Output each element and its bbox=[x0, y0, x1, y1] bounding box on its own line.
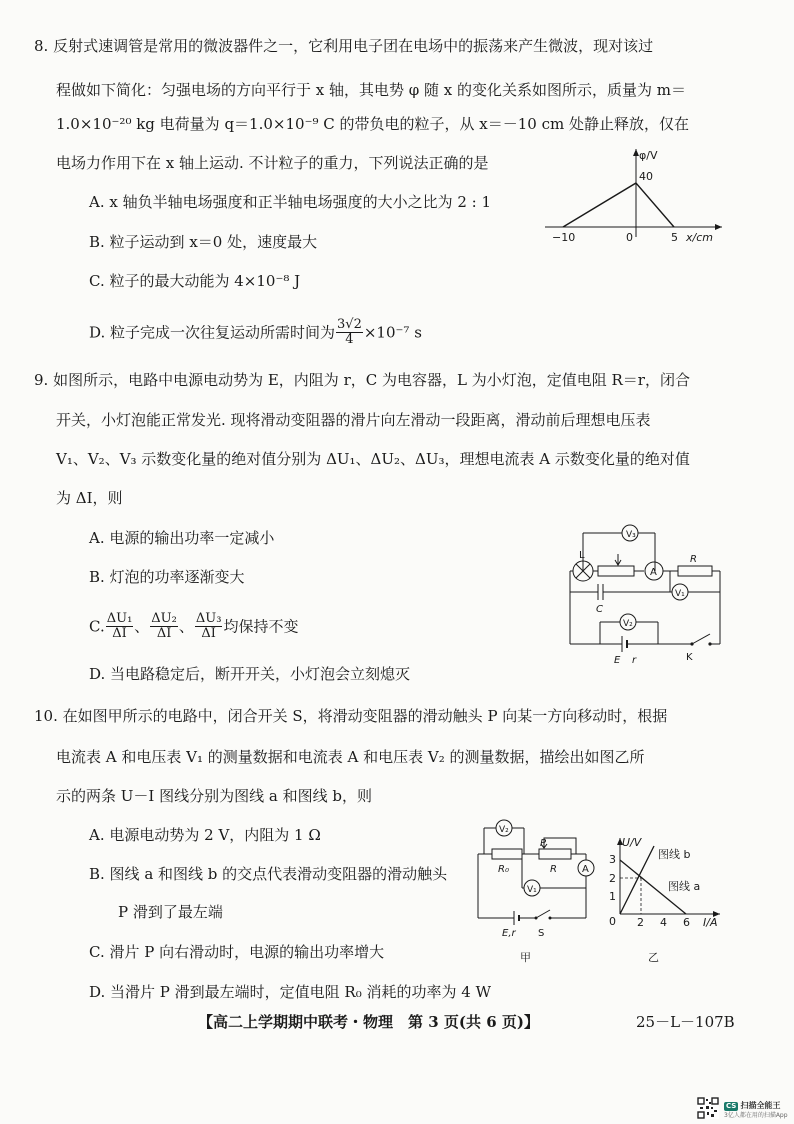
q8-line-1: 8. 反射式速调管是常用的微波器件之一，它利用电子团在电场中的振荡来产生微波，现对该过 bbox=[34, 37, 654, 55]
q8-graph-peak-label: 40 bbox=[639, 170, 653, 183]
q8-d-suffix: ×10⁻⁷ s bbox=[363, 323, 422, 342]
q8-line-4: 电场力作用下在 x 轴上运动. 不计粒子的重力，下列说法正确的是 bbox=[56, 154, 489, 172]
q9-r-internal-label: r bbox=[632, 655, 637, 666]
q9-option-b: B. 灯泡的功率逐渐变大 bbox=[89, 568, 245, 586]
q8-d-numerator: 3√2 bbox=[337, 317, 362, 332]
q8-graph-ylabel: φ/V bbox=[639, 149, 658, 162]
q9-c-label: C bbox=[596, 604, 603, 615]
q9-v3-label: V₃ bbox=[626, 530, 636, 540]
q9-switch-k bbox=[692, 634, 710, 644]
scanner-brand: 扫描全能王 bbox=[740, 1101, 781, 1110]
q10-option-d: D. 当滑片 P 滑到最左端时，定值电阻 R₀ 消耗的功率为 4 W bbox=[89, 983, 491, 1001]
q8-d-fraction bbox=[336, 318, 363, 347]
q10-option-b-1: B. 图线 a 和图线 b 的交点代表滑动变阻器的滑动触头 bbox=[89, 865, 448, 883]
q9-line-2: 开关，小灯泡能正常发光. 现将滑动变阻器的滑片向左滑动一段距离，滑动前后理想电压表 bbox=[56, 411, 651, 429]
q8-option-c: C. 粒子的最大动能为 4×10⁻⁸ J bbox=[89, 272, 301, 290]
q10-rheostat-r bbox=[539, 849, 571, 859]
q10-a-label: A bbox=[582, 864, 589, 875]
q9-resistor-r bbox=[678, 566, 712, 576]
q10-graph-y2: 2 bbox=[609, 872, 616, 885]
q10-graph-y1: 1 bbox=[609, 890, 616, 903]
q10-graph-xlabel: I/A bbox=[703, 916, 718, 929]
q10-graph-label-a: 图线 a bbox=[668, 880, 701, 893]
q10-line-2: 电流表 A 和电压表 V₁ 的测量数据和电流表 A 和电压表 V₂ 的测量数据，描绘出如图乙所 bbox=[56, 748, 645, 766]
q9-c-fraction-1 bbox=[106, 612, 134, 641]
q9-c-sep-1: 、 bbox=[134, 617, 150, 636]
q8-graph-xpos-label: 5 bbox=[671, 231, 678, 244]
q9-line-1: 9. 如图所示，电路中电源电动势为 E，内阻为 r，C 为电容器，L 为小灯泡，定值电阻 R＝r，闭合 bbox=[34, 371, 690, 389]
q9-c-prefix: C. bbox=[89, 617, 105, 636]
q10-er-label: E,r bbox=[502, 928, 516, 939]
q10-caption-jia: 甲 bbox=[520, 951, 531, 964]
q10-p-label: P bbox=[540, 838, 547, 849]
q8-graph-origin-label: 0 bbox=[626, 231, 633, 244]
scanner-badge bbox=[724, 1101, 788, 1120]
page-footer: 【高二上学期期中联考・物理 第 3 页(共 6 页)】 bbox=[198, 1013, 539, 1031]
q10-line-1: 10. 在如图甲所示的电路中，闭合开关 S，将滑动变阻器的滑动触头 P 向某一方向移动时，根据 bbox=[34, 707, 668, 725]
q9-v1-label: V₁ bbox=[675, 589, 685, 599]
q9-c-fraction-3 bbox=[195, 612, 223, 641]
q9-r-label: R bbox=[690, 554, 697, 565]
q10-caption-yi: 乙 bbox=[648, 951, 659, 964]
q10-graph-line-b bbox=[620, 846, 654, 914]
q10-option-c: C. 滑片 P 向右滑动时，电源的输出功率增大 bbox=[89, 943, 385, 961]
q10-circuit-diagram bbox=[474, 818, 604, 968]
q10-graph-label-b: 图线 b bbox=[658, 848, 691, 861]
page-code: 25－L－107B bbox=[636, 1013, 735, 1031]
q8-potential-line bbox=[563, 183, 674, 227]
q10-graph-ylabel: U/V bbox=[622, 836, 642, 849]
q9-line-3: V₁、V₂、V₃ 示数变化量的绝对值分别为 ΔU₁、ΔU₂、ΔU₃，理想电流表 A 示数变化量的绝对值 bbox=[56, 450, 690, 468]
q10-graph-y3: 3 bbox=[609, 853, 616, 866]
q8-option-b: B. 粒子运动到 x＝0 处，速度最大 bbox=[89, 233, 318, 251]
q10-r-label: R bbox=[550, 864, 557, 875]
q9-c-suffix: 均保持不变 bbox=[223, 617, 299, 636]
q9-option-d: D. 当电路稳定后，断开开关，小灯泡会立刻熄灭 bbox=[89, 665, 411, 683]
q8-option-d bbox=[89, 318, 422, 347]
q9-c-fraction-2 bbox=[150, 612, 178, 641]
q9-c-f3-num: ΔU₃ bbox=[195, 611, 222, 626]
q9-l-label: L bbox=[579, 550, 585, 561]
q10-option-a: A. 电源电动势为 2 V，内阻为 1 Ω bbox=[89, 826, 321, 844]
q10-r0-label: R₀ bbox=[498, 864, 509, 875]
q10-v2-label: V₂ bbox=[499, 825, 509, 835]
q10-v1-label: V₁ bbox=[527, 885, 537, 895]
q9-option-a: A. 电源的输出功率一定减小 bbox=[89, 529, 275, 547]
q9-a-label: A bbox=[650, 567, 657, 578]
q9-rheostat bbox=[598, 566, 634, 576]
q8-graph-xneg-label: −10 bbox=[552, 231, 576, 244]
q9-e-label: E bbox=[614, 655, 621, 666]
q9-c-f3-den: ΔI bbox=[201, 626, 216, 641]
q9-c-f1-num: ΔU₁ bbox=[106, 611, 133, 626]
q8-line-2: 程做如下简化：匀强电场的方向平行于 x 轴，其电势 φ 随 x 的变化关系如图所示，质量为 m＝ bbox=[56, 81, 687, 99]
q10-ui-graph bbox=[604, 832, 734, 966]
q10-graph-origin: 0 bbox=[609, 915, 616, 928]
q10-option-b-2: P 滑到了最左端 bbox=[118, 903, 223, 921]
q10-resistor-r0 bbox=[492, 849, 522, 859]
q10-graph-x4: 4 bbox=[660, 916, 667, 929]
q10-s-label: S bbox=[538, 928, 545, 939]
q8-line-3: 1.0×10⁻²⁰ kg 电荷量为 q＝1.0×10⁻⁹ C 的带负电的粒子，从 x＝－10 cm 处静止释放，仅在 bbox=[56, 115, 689, 133]
q8-potential-graph bbox=[540, 145, 770, 245]
q9-v2-label: V₂ bbox=[623, 619, 633, 629]
q8-graph-xlabel: x/cm bbox=[686, 231, 713, 244]
cs-logo-icon: CS bbox=[726, 1102, 737, 1110]
q9-k-label: K bbox=[686, 652, 693, 663]
q8-option-a: A. x 轴负半轴电场强度和正半轴电场强度的大小之比为 2 : 1 bbox=[89, 193, 492, 211]
q8-d-denominator: 4 bbox=[345, 332, 354, 347]
q10-line-3: 示的两条 U－I 图线分别为图线 a 和图线 b，则 bbox=[56, 787, 372, 805]
q10-graph-x6: 6 bbox=[683, 916, 690, 929]
q9-c-sep-2: 、 bbox=[178, 617, 194, 636]
q9-c-f1-den: ΔI bbox=[112, 626, 127, 641]
q9-c-f2-num: ΔU₂ bbox=[151, 611, 177, 626]
q9-circuit-diagram bbox=[560, 518, 760, 668]
q9-c-f2-den: ΔI bbox=[156, 626, 172, 641]
q10-graph-x2: 2 bbox=[637, 916, 644, 929]
q10-switch-s bbox=[536, 910, 550, 918]
q9-option-c bbox=[89, 612, 298, 641]
q8-d-prefix: D. 粒子完成一次往复运动所需时间为 bbox=[89, 323, 336, 342]
qr-code-icon bbox=[697, 1097, 719, 1119]
scanner-subtitle: 3亿人都在用的扫描App bbox=[724, 1112, 788, 1119]
q9-line-4: 为 ΔI，则 bbox=[56, 489, 123, 507]
